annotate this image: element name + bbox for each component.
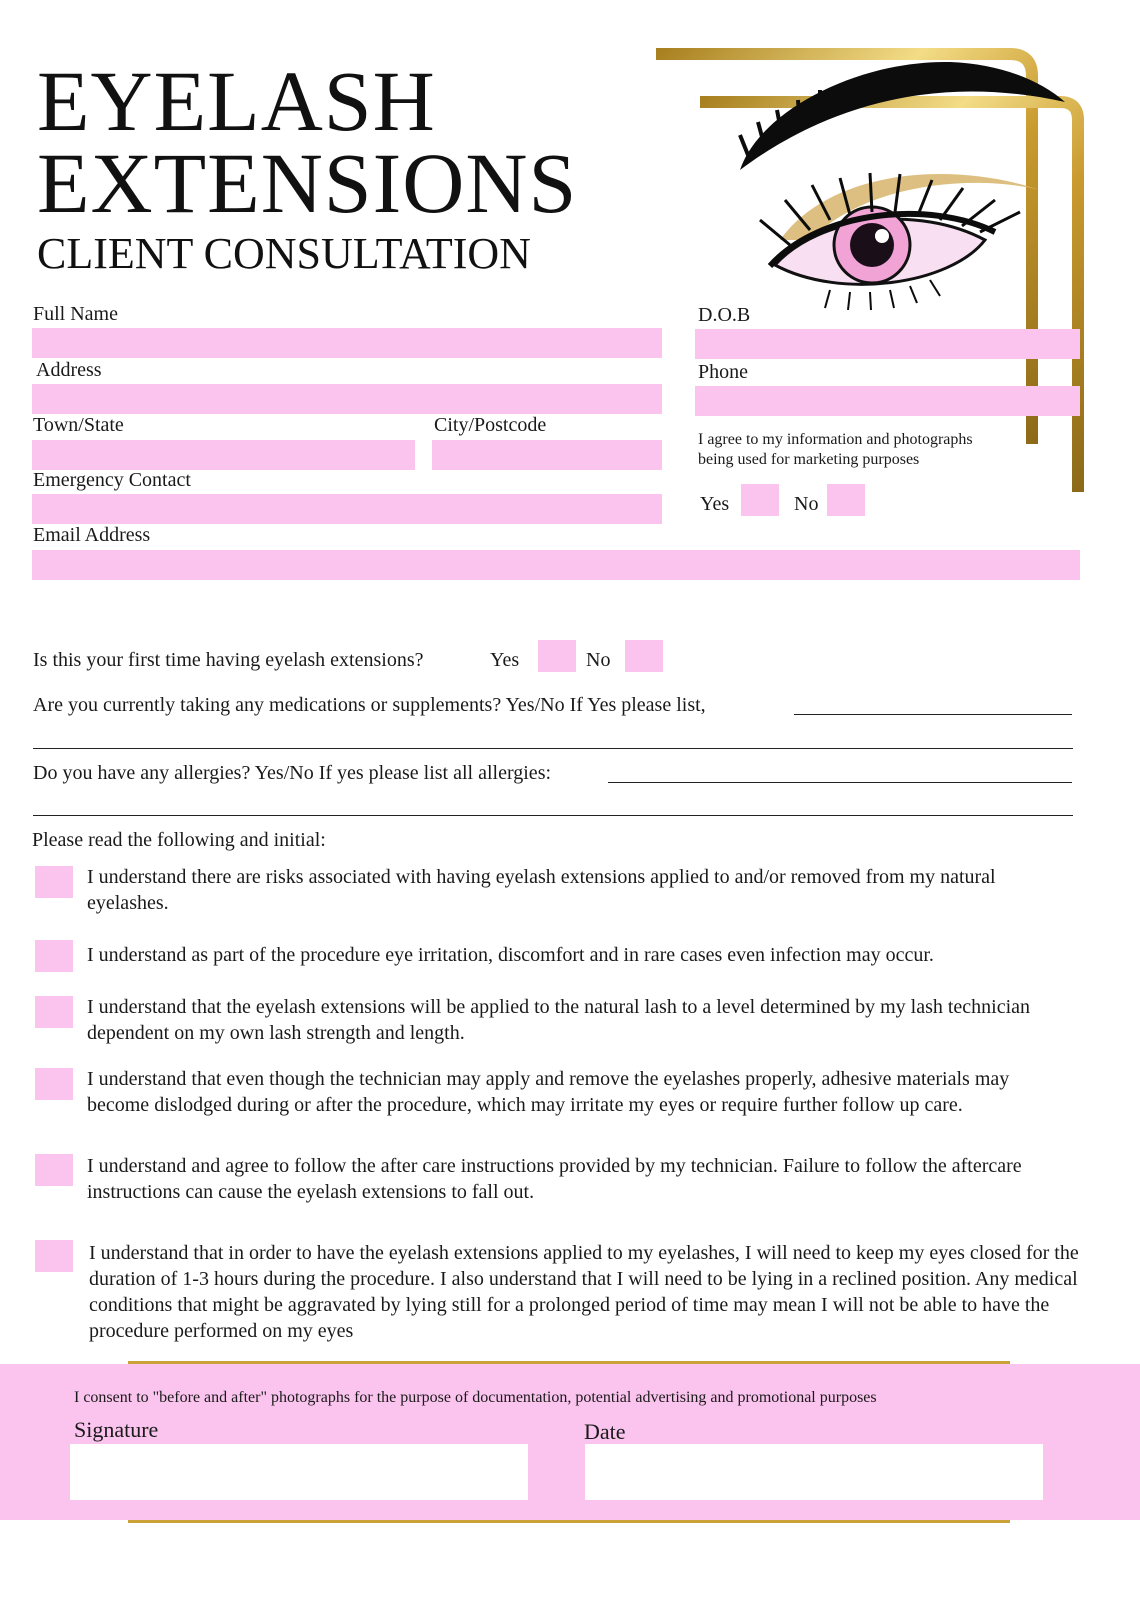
photo-consent-text: I consent to "before and after" photographs for the purpose of documentation, potential advertising and promotional purposes (74, 1389, 877, 1406)
marketing-consent-text-1: I agree to my information and photographs (698, 431, 973, 448)
first-time-no-label: No (586, 649, 611, 671)
allergies-question: Do you have any allergies? Yes/No If yes please list all allergies: (33, 762, 552, 784)
initial-statement-3: I understand that the eyelash extensions will be applied to the natural lash to a level determined by my lash technician dependent on my own lash strength and length. (87, 996, 1031, 1044)
email-address-field[interactable] (32, 550, 1080, 580)
town-state-label: Town/State (33, 414, 124, 436)
medications-answer-line-1[interactable] (794, 714, 1072, 715)
title-extensions: EXTENSIONS (37, 135, 578, 231)
initial-statement-5: I understand and agree to follow the after care instructions provided by my technician. Failure to follow the aftercare instructions can cause the eyelash extensions to fall out. (87, 1155, 1022, 1203)
emergency-contact-label: Emergency Contact (33, 469, 191, 491)
first-time-yes-checkbox[interactable] (538, 640, 576, 672)
first-time-question: Is this your first time having eyelash extensions? (33, 649, 424, 671)
dob-label: D.O.B (698, 304, 751, 326)
medications-question: Are you currently taking any medications or supplements? Yes/No If Yes please list, (33, 694, 706, 716)
marketing-no-checkbox[interactable] (827, 484, 865, 516)
signature-field[interactable] (70, 1444, 528, 1500)
phone-label: Phone (698, 361, 748, 383)
title-eyelash: EYELASH (37, 53, 436, 149)
city-postcode-label: City/Postcode (434, 414, 547, 436)
initial-box-2[interactable] (35, 940, 73, 972)
eye-with-lashes-icon (720, 40, 1080, 310)
address-label: Address (36, 359, 102, 381)
town-state-field[interactable] (32, 440, 415, 470)
initial-statement-4: I understand that even though the technician may apply and remove the eyelashes properly, adhesive materials may become dislodged during or after the procedure, which may irritate my eyes or require further follow up care. (87, 1068, 1010, 1116)
initial-box-4[interactable] (35, 1068, 73, 1100)
date-label: Date (584, 1419, 626, 1444)
signature-label: Signature (74, 1417, 159, 1442)
initial-box-3[interactable] (35, 996, 73, 1028)
marketing-yes-label: Yes (700, 493, 730, 515)
allergies-answer-line-2[interactable] (33, 815, 1073, 816)
initial-box-5[interactable] (35, 1154, 73, 1186)
dob-field[interactable] (695, 329, 1080, 359)
address-field[interactable] (32, 384, 662, 414)
initial-box-6[interactable] (35, 1240, 73, 1272)
marketing-no-label: No (794, 493, 819, 515)
phone-field[interactable] (695, 386, 1080, 416)
subtitle-client-consultation: CLIENT CONSULTATION (37, 229, 531, 278)
initial-statement-6: I understand that in order to have the eyelash extensions applied to my eyelashes, I will need to keep my eyes closed for the duration of 1-3 hours during the procedure. I also understand that I will need to be lying in a reclined position. Any medical conditions that might be aggravated by lying still for a prolonged period of time may mean I will not be able to have the procedure performed on my eyes (89, 1242, 1079, 1342)
full-name-field[interactable] (32, 328, 662, 358)
initial-box-1[interactable] (35, 866, 73, 898)
first-time-no-checkbox[interactable] (625, 640, 663, 672)
marketing-yes-checkbox[interactable] (741, 484, 779, 516)
medications-answer-line-2[interactable] (33, 748, 1073, 749)
initials-heading: Please read the following and initial: (32, 829, 326, 851)
first-time-yes-label: Yes (490, 649, 520, 671)
marketing-consent-text-2: being used for marketing purposes (698, 451, 920, 468)
city-postcode-field[interactable] (432, 440, 662, 470)
emergency-contact-field[interactable] (32, 494, 662, 524)
email-address-label: Email Address (33, 524, 151, 546)
date-field[interactable] (585, 1444, 1043, 1500)
initial-statement-1: I understand there are risks associated with having eyelash extensions applied to and/or removed from my natural eyelashes. (87, 866, 996, 914)
initial-statement-2: I understand as part of the procedure eye irritation, discomfort and in rare cases even infection may occur. (87, 944, 934, 966)
allergies-answer-line-1[interactable] (608, 782, 1072, 783)
footer-gold-line-bottom (128, 1520, 1010, 1523)
full-name-label: Full Name (33, 303, 118, 325)
